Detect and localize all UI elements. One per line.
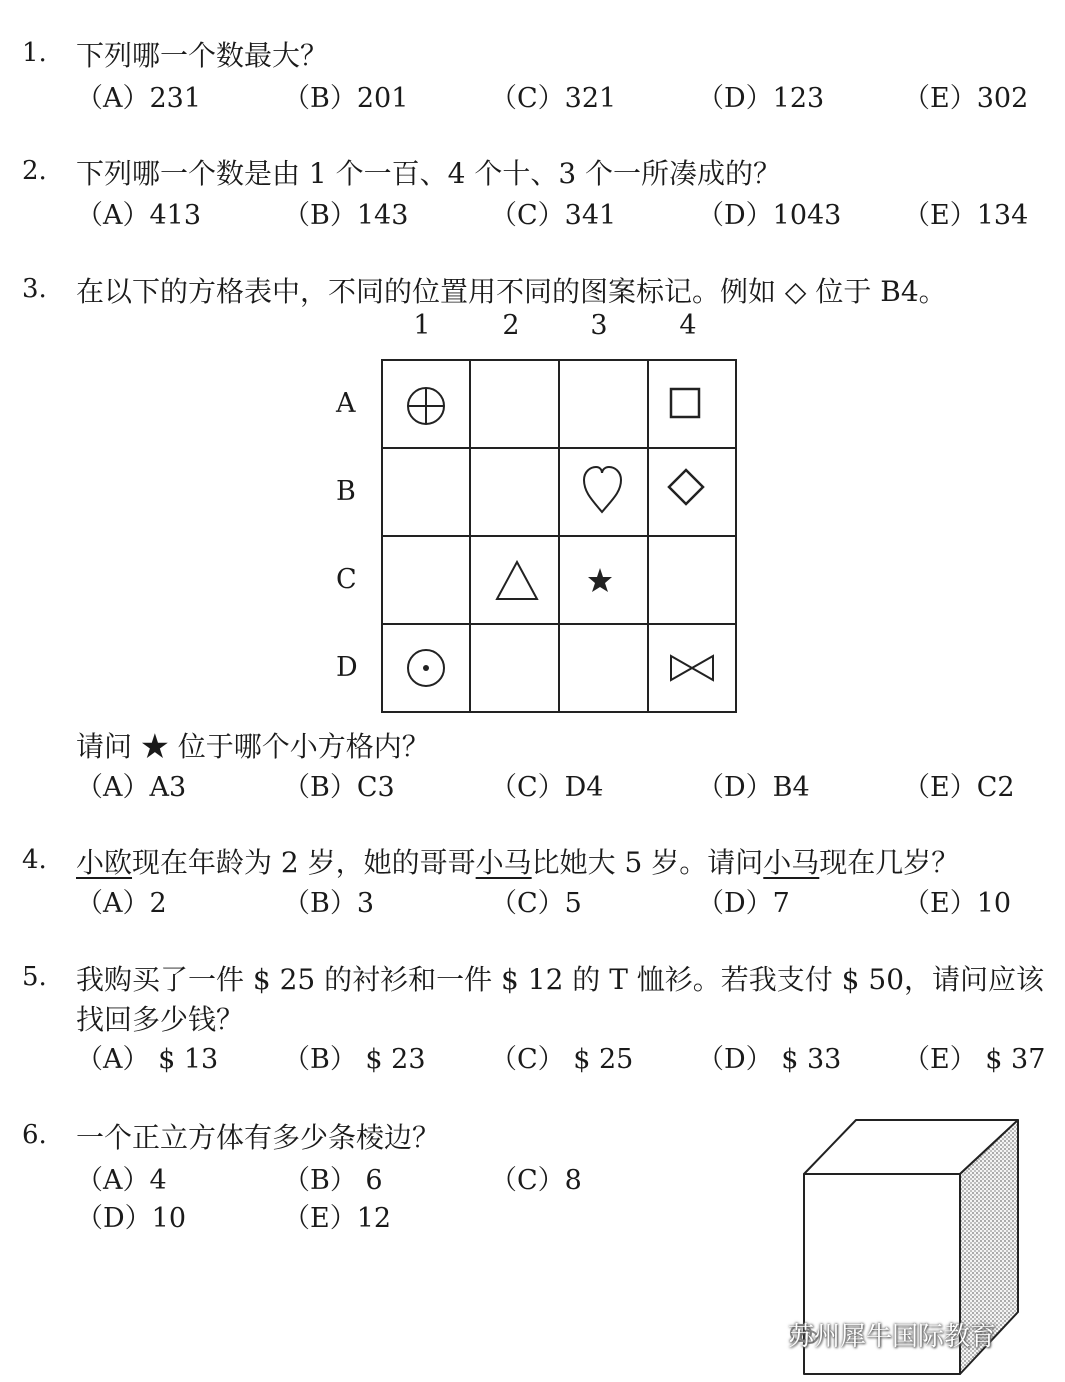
heart-icon [584, 467, 621, 512]
q1-text: 下列哪一个数最大？ [76, 39, 329, 72]
q4-text-part: 比她大 5 岁。请问 [531, 846, 764, 879]
q2-option-c[interactable]: （C）341 [490, 200, 617, 231]
q5-option-c[interactable]: （C） $ 25 [490, 1044, 634, 1075]
q4-option-c[interactable]: （C）5 [490, 888, 582, 919]
q5-option-b[interactable]: （B） $ 23 [283, 1044, 426, 1075]
q4-name-xiaoma: 小马 [475, 846, 532, 879]
triangle-icon [497, 562, 537, 599]
q4-number: 4. [22, 845, 47, 875]
q2-option-d[interactable]: （D）1043 [697, 200, 842, 231]
q2-option-b[interactable]: （B）143 [283, 200, 409, 231]
q4-option-a[interactable]: （A）2 [76, 888, 167, 919]
q3-option-e[interactable]: （E）C2 [903, 772, 1015, 803]
q6-option-e[interactable]: （E）12 [283, 1203, 392, 1234]
q6-number: 6. [22, 1120, 47, 1150]
grid-row-header-d: D [336, 652, 358, 683]
q5-option-e[interactable]: （E） $ 37 [903, 1044, 1046, 1075]
q3-option-a[interactable]: （A）A3 [76, 772, 187, 803]
q3-subtext: 请问 ★ 位于哪个小方格内？ [76, 730, 430, 763]
q6-option-b[interactable]: （B） 6 [283, 1165, 383, 1196]
q6-option-a[interactable]: （A）4 [76, 1165, 167, 1196]
q4-option-e[interactable]: （E）10 [903, 888, 1012, 919]
q5-text-line1: 我购买了一件 $ 25 的衬衫和一件 $ 12 的 T 恤衫。若我支付 $ 50，请问应该 [76, 963, 1045, 996]
q3-option-d[interactable]: （D）B4 [697, 772, 810, 803]
q4-name-xiaoou: 小欧 [76, 846, 133, 879]
q2-option-a[interactable]: （A）413 [76, 200, 202, 231]
q4-text [76, 841, 959, 881]
q4-option-d[interactable]: （D）7 [697, 888, 790, 919]
grid-col-header-4: 4 [679, 310, 697, 341]
bowtie-icon [671, 656, 713, 680]
q1-option-c[interactable]: （C）321 [490, 83, 617, 114]
grid-col-header-1: 1 [413, 310, 431, 341]
q4-name-xiaoma: 小马 [763, 846, 820, 879]
q3-text: 在以下的方格表中，不同的位置用不同的图案标记。例如 ◇ 位于 B4。 [76, 275, 947, 308]
q4-text-part: 现在几岁？ [819, 846, 960, 879]
q6-text: 一个正立方体有多少条棱边？ [76, 1121, 441, 1154]
grid-lines [330, 300, 750, 720]
q3-number: 3. [22, 274, 47, 304]
q2-text: 下列哪一个数是由 1 个一百、4 个十、3 个一所凑成的？ [76, 157, 782, 190]
diamond-icon [669, 470, 703, 504]
q5-option-a[interactable]: （A） $ 13 [76, 1044, 219, 1075]
square-icon [671, 389, 699, 417]
q2-number: 2. [22, 156, 47, 186]
q6-option-d[interactable]: （D）10 [76, 1203, 187, 1234]
q3-option-b[interactable]: （B）C3 [283, 772, 395, 803]
star-icon [588, 568, 612, 592]
grid-row-header-b: B [336, 476, 356, 507]
symbol-grid [330, 300, 750, 720]
q1-option-e[interactable]: （E）302 [903, 83, 1029, 114]
watermark: 苏州犀牛国际教育 [788, 1322, 997, 1352]
q3-option-c[interactable]: （C）D4 [490, 772, 604, 803]
grid-col-header-2: 2 [502, 310, 520, 341]
q1-option-a[interactable]: （A）231 [76, 83, 202, 114]
q5-option-d[interactable]: （D） $ 33 [697, 1044, 842, 1075]
q2-option-e[interactable]: （E）134 [903, 200, 1029, 231]
q5-text-line2: 找回多少钱？ [76, 1003, 245, 1036]
grid-col-header-3: 3 [590, 310, 608, 341]
q1-option-d[interactable]: （D）123 [697, 83, 825, 114]
q6-option-c[interactable]: （C）8 [490, 1165, 582, 1196]
q5-number: 5. [22, 962, 47, 992]
circle-plus-icon [408, 388, 444, 424]
circle-dot-icon [408, 650, 444, 686]
grid-row-header-a: A [336, 388, 356, 419]
q4-option-b[interactable]: （B）3 [283, 888, 375, 919]
grid-row-header-c: C [336, 564, 357, 595]
q1-number: 1. [22, 38, 47, 68]
q1-option-b[interactable]: （B）201 [283, 83, 409, 114]
q4-text-part: 现在年龄为 2 岁，她的哥哥 [132, 846, 476, 879]
